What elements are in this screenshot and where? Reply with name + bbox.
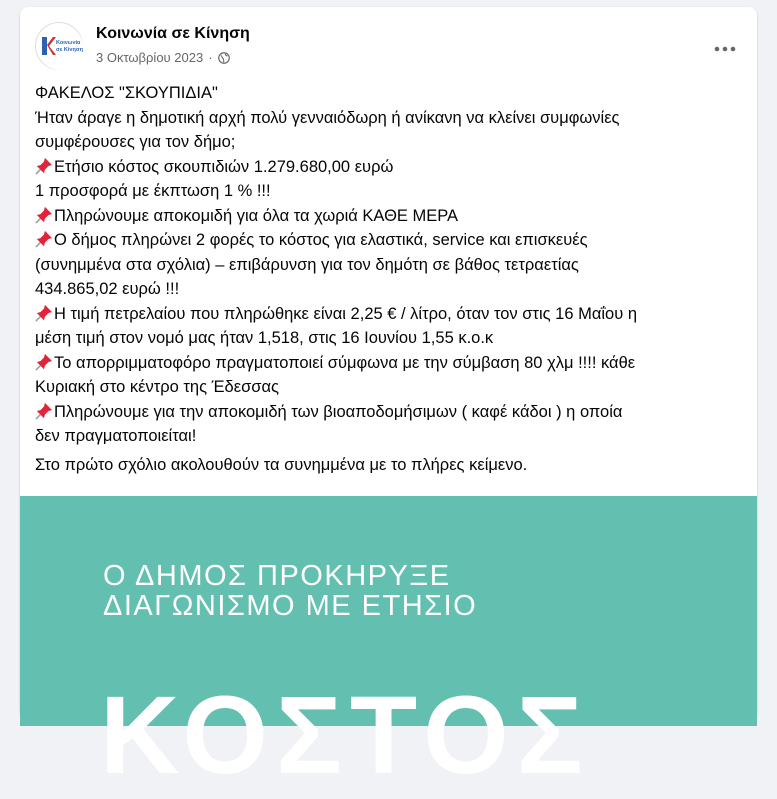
post-text-content: Κυριακή στο κέντρο της Έδεσσας (35, 378, 279, 396)
post-text-line (35, 277, 745, 302)
pushpin-icon (35, 304, 53, 322)
image-headline-1: Ο ΔΗΜΟΣ ΠΡΟΚΗΡΥΞΕ (103, 560, 451, 592)
pushpin-icon (35, 353, 53, 371)
post-text-content: δεν πραγματοποιείται! (35, 427, 197, 445)
post-text-line (35, 400, 745, 425)
post-text-content: Το απορριμματοφόρο πραγματοποιεί σύμφωνα με την σύμβαση 80 χλμ !!!! κάθε (54, 353, 636, 372)
page-name-link[interactable]: Κοινωνία σε Κίνηση (96, 25, 250, 42)
post-text-content: 434.865,02 ευρώ !!! (35, 280, 180, 298)
post-text-line (35, 179, 745, 204)
post-text-line (35, 326, 745, 351)
post-card (20, 7, 757, 797)
post-text-content: Πληρώνουμε για την αποκομιδή των βιοαποδομήσιμων ( καφέ κάδοι ) η οποία (54, 402, 623, 421)
pushpin-icon (35, 157, 53, 175)
image-big-word: ΚΟΣΤΟΣ (100, 674, 591, 797)
globe-icon[interactable] (218, 52, 230, 64)
pushpin-icon (35, 206, 53, 224)
post-text-content: μέση τιμή στον νομό μας ήταν 1,518, στις 16 Ιουνίου 1,55 κ.ο.κ (35, 329, 494, 347)
post-text-line (35, 253, 745, 278)
post-meta (96, 50, 230, 65)
post-text-line (35, 424, 745, 449)
avatar-text-1: Κοινωνία (56, 40, 81, 46)
post-text-content: Ετήσιο κόστος σκουπιδιών 1.279.680,00 ευρώ (54, 157, 394, 176)
more-options-button[interactable] (707, 31, 743, 67)
post-text-line (35, 81, 745, 106)
post-footer-text: Στο πρώτο σχόλιο ακολουθούν τα συνημμένα με το πλήρες κείμενο. (35, 456, 528, 474)
post-text-content: 1 προσφορά με έκπτωση 1 % !!! (35, 182, 271, 200)
post-text-line (35, 204, 745, 229)
meta-separator: · (208, 50, 213, 65)
post-text-content: Η τιμή πετρελαίου που πληρώθηκε είναι 2,25 € / λίτρο, όταν τον στις 16 Μαΐου η (54, 304, 637, 323)
post-text-content: συμφέρουσες για τον δήμο; (35, 133, 236, 151)
page-logo (36, 23, 84, 71)
post-text-content: ΦΑΚΕΛΟΣ "ΣΚΟΥΠΙΔΙΑ" (35, 84, 218, 102)
post-body (35, 81, 745, 449)
avatar-text-2: σε Κίνηση (56, 47, 83, 53)
image-headline-2: ΔΙΑΓΩΝΙΣΜΟ ΜΕ ΕΤΗΣΙΟ (103, 590, 478, 622)
post-text-line (35, 106, 745, 131)
page-avatar[interactable] (35, 22, 83, 70)
post-text-content: Πληρώνουμε αποκομιδή για όλα τα χωριά ΚΑΘΕ ΜΕΡΑ (54, 206, 459, 225)
post-text-content: Ήταν άραγε η δημοτική αρχή πολύ γενναιόδωρη ή ανίκανη να κλείνει συμφωνίες (35, 108, 620, 127)
pushpin-icon (35, 402, 53, 420)
post-text-line (35, 375, 745, 400)
post-text-line (35, 130, 745, 155)
post-image[interactable] (20, 496, 757, 797)
more-horizontal-icon (714, 46, 736, 52)
post-text-content: Ο δήμος πληρώνει 2 φορές το κόστος για ελαστικά, service και επισκευές (54, 231, 588, 249)
post-text-line (35, 302, 745, 327)
post-text-line (35, 155, 745, 180)
post-date-link[interactable]: 3 Οκτωβρίου 2023 (96, 50, 204, 65)
post-text-line (35, 228, 745, 253)
pushpin-icon (35, 230, 53, 248)
post-text-line (35, 351, 745, 376)
post-text-content: (συνημμένα στα σχόλια) – επιβάρυνση για τον δημότη σε βάθος τετραετίας (35, 255, 579, 274)
